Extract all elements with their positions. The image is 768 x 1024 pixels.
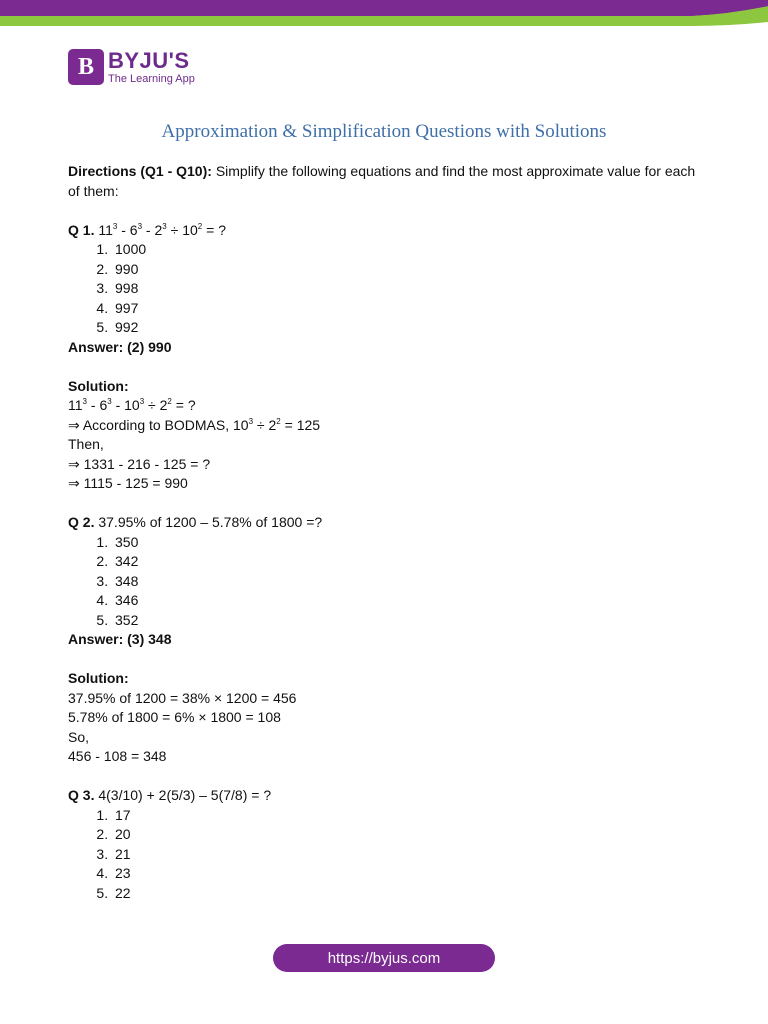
question-label: Q 1. [68,221,95,238]
option: 3. 998 [112,279,700,299]
brand-badge-icon: B [68,49,104,85]
solution-label: Solution: [68,670,129,686]
options-list [68,533,700,631]
top-decorative-bar [0,0,768,28]
directions-label: Directions (Q1 - Q10): [68,163,212,179]
question-label: Q 3. [68,787,95,803]
solution-line: ⇒ 1115 - 125 = 990 [68,475,188,491]
footer-url-link[interactable]: https://byjus.com [273,944,495,972]
option: 4. 997 [112,299,700,319]
option: 5. 992 [112,318,700,338]
question-label: Q 2. [68,514,95,530]
question-text: 4(3/10) + 2(5/3) – 5(7/8) = ? [98,787,272,803]
solution-line: 456 - 108 = 348 [68,748,167,764]
question-text: $11^3 - 6^3 - 2^3 \div 10^2$ = ? [98,221,226,238]
option: 5. 22 [112,884,700,904]
solution-line: Then, [68,436,104,452]
solution-line: 37.95% of 1200 = 38% × 1200 = 456 [68,689,297,706]
options-list [68,806,700,904]
option: 4. 23 [112,864,700,884]
option: 2. 990 [112,260,700,280]
option: 1. 17 [112,806,700,826]
brand-name: BYJU'S [108,47,190,73]
question-1 [68,221,700,241]
document-title: Approximation & Simplification Questions with Solutions [161,121,607,142]
option: 2. 342 [112,552,700,572]
answer: Answer: (2) 990 [68,338,172,355]
question-2 [68,513,700,533]
solution-line: ⇒ 1331 - 216 - 125 = ? [68,455,211,472]
directions-text: Simplify the following equations and find the most approximate value for each of them: [68,163,696,199]
document-body [68,162,700,903]
question-text: 37.95% of 1200 – 5.78% of 1800 =? [98,514,323,530]
question-3 [68,786,700,806]
option: 3. 21 [112,845,700,865]
option: 1. 350 [112,533,700,553]
option: 4. 346 [112,591,700,611]
option: 3. 348 [112,572,700,592]
brand-logo [68,46,195,88]
answer: Answer: (3) 348 [68,631,172,647]
option: 1. 1000 [112,240,700,260]
solution-line: $11^3 - 6^3 - 10^3 \div 2^2$ = ? [68,397,196,413]
option: 5. 352 [112,611,700,631]
solution-line: So, [68,728,90,745]
directions [68,162,700,201]
solution-line: 5.78% of 1800 = 6% × 1800 = 108 [68,709,281,725]
options-list [68,240,700,338]
option: 2. 20 [112,825,700,845]
solution-line: ⇒ According to BODMAS, $10^3 \div 2^2 = 125$ [68,416,321,433]
brand-tagline: The Learning App [108,72,195,85]
solution-label: Solution: [68,377,129,394]
